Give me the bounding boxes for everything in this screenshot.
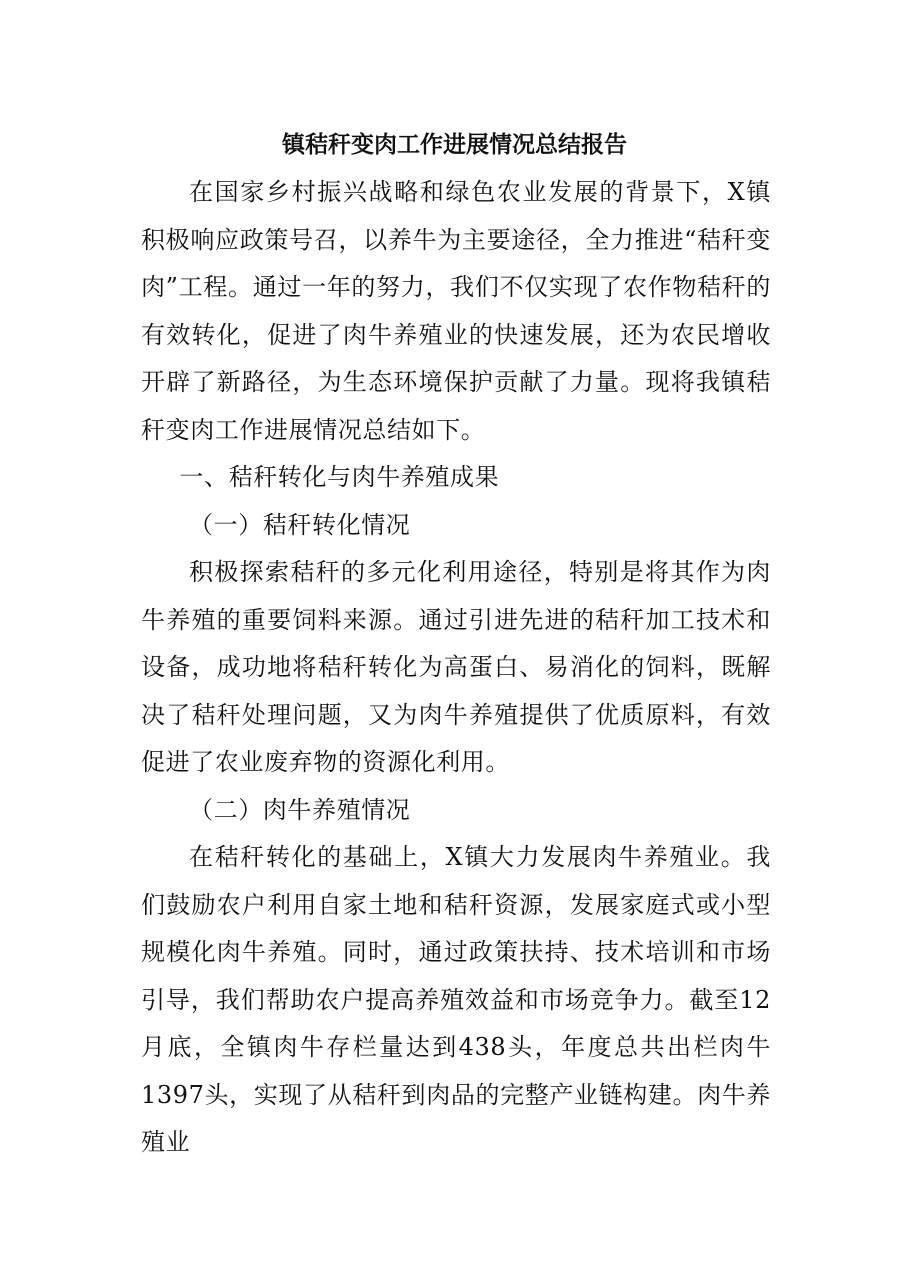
section-heading: 一、秸秆转化与肉牛养殖成果 [179,463,500,491]
subsection-heading-1: （一）秸秆转化情况 [189,510,411,539]
subsection-paragraph-2: 在秸秆转化的基础上，X镇大力发展肉牛养殖业。我们鼓励农户利用自家土地和秸秆资源，发展家庭式或小型规模化肉牛养殖。同时，通过政策扶持、技术培训和市场引导，我们帮助农户提高养殖效益和市场竞争力。截至12月底，全镇肉牛存栏量达到438头，年度总共出栏肉牛1397头，实现了从秸秆到肉品的完整产业链构建。肉牛养殖业 [141,843,771,1156]
intro-paragraph: 在国家乡村振兴战略和绿色农业发展的背景下，X镇积极响应政策号召，以养牛为主要途径，全力推进“秸秆变肉”工程。通过一年的努力，我们不仅实现了农作物秸秆的有效转化，促进了肉牛养殖业的快速发展，还为农民增收开辟了新路径，为生态环境保护贡献了力量。现将我镇秸秆变肉工作进展情况总结如下。 [141,178,771,444]
document-title: 镇秸秆变肉工作进展情况总结报告 [282,131,627,158]
document-body [141,169,771,1167]
subsection-paragraph-1: 积极探索秸秆的多元化利用途径，特别是将其作为肉牛养殖的重要饲料来源。通过引进先进的秸秆加工技术和设备，成功地将秸秆转化为高蛋白、易消化的饲料，既解决了秸秆处理问题，又为肉牛养殖提供了优质原料，有效促进了农业废弃物的资源化利用。 [141,558,771,776]
subsection-heading-2: （二）肉牛养殖情况 [189,795,411,824]
